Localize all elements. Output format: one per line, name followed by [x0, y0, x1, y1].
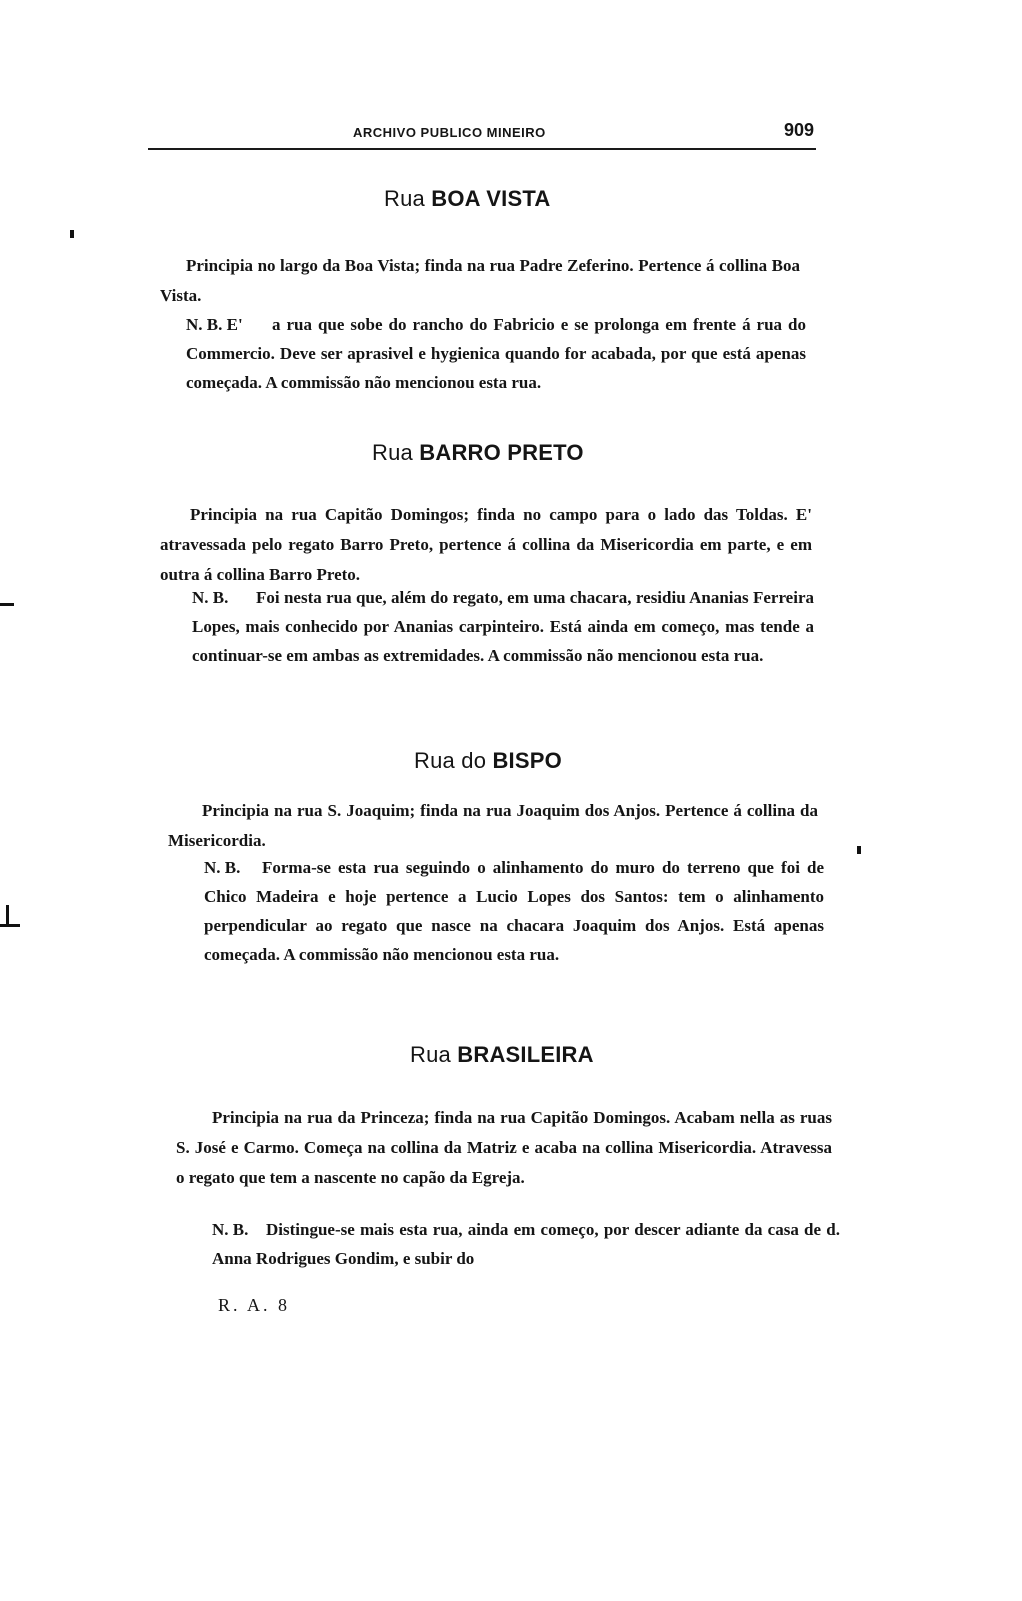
section-body-bispo: Principia na rua S. Joaquim; finda na rua Joaquim dos Anjos. Pertence á collina da Misericordia. [168, 801, 818, 850]
section-title-name: BOA VISTA [431, 186, 551, 211]
nb-note-barro-preto [192, 583, 814, 670]
section-title-name: BISPO [492, 748, 562, 773]
section-title-prefix: Rua [384, 186, 425, 211]
scan-speck [70, 230, 74, 238]
nb-note-boa-vista [186, 310, 806, 397]
margin-tick [0, 603, 14, 606]
nb-label: N. B. [192, 588, 229, 607]
header-title: ARCHIVO PUBLICO MINEIRO [353, 125, 546, 140]
nb-text: Distingue-se mais esta rua, ainda em começo, por descer adiante da casa de d. Anna Rodrigues Gondim, e subir do [212, 1220, 840, 1268]
section-title-prefix: Rua do [414, 748, 487, 773]
section-title-bispo [414, 748, 562, 774]
section-title-name: BRASILEIRA [457, 1042, 594, 1067]
section-title-prefix: Rua [410, 1042, 451, 1067]
nb-note-bispo [204, 853, 824, 969]
running-header [148, 118, 816, 150]
nb-text: a rua que sobe do rancho do Fabricio e se prolonga em frente á rua do Commercio. Deve ser aprasivel e hygienica quando for acabada, por que está apenas começada. A commissão não mencionou esta rua. [186, 315, 806, 392]
section-title-barro-preto [372, 440, 584, 466]
margin-tick [6, 905, 9, 927]
section-title-prefix: Rua [372, 440, 413, 465]
section-body-brasileira: Principia na rua da Princeza; finda na rua Capitão Domingos. Acabam nella as ruas S. José e Carmo. Começa na collina da Matriz e acaba na collina Misericordia. Atravessa o regato que tem a nascente no capão da Egreja. [176, 1108, 832, 1187]
signature-mark: R. A. 8 [218, 1295, 291, 1315]
nb-note-brasileira [212, 1215, 840, 1273]
section-body-barro-preto: Principia na rua Capitão Domingos; finda no campo para o lado das Toldas. E' atravessada pelo regato Barro Preto, pertence á collina da Misericordia em parte, e em outra á collina Barro Preto. [160, 505, 812, 584]
nb-label: N. B. [204, 858, 241, 877]
section-body-boa-vista: Principia no largo da Boa Vista; finda na rua Padre Zeferino. Pertence á collina Boa Vista. [160, 256, 800, 305]
scan-speck [857, 846, 861, 854]
nb-text: Forma-se esta rua seguindo o alinhamento do muro do terreno que foi de Chico Madeira e hoje pertence a Lucio Lopes dos Santos: tem o alinhamento perpendicular ao regato que nasce na chacara Joaquim dos Anjos. Está apenas começada. A commissão não mencionou esta rua. [204, 858, 824, 964]
nb-label: N. B. [212, 1220, 249, 1239]
section-title-brasileira [410, 1042, 594, 1068]
nb-text: Foi nesta rua que, além do regato, em uma chacara, residiu Ananias Ferreira Lopes, mais conhecido por Ananias carpinteiro. Está ainda em começo, mas tende a continuar-se em ambas as extremidades. A commissão não mencionou esta rua. [192, 588, 814, 665]
margin-tick [0, 924, 20, 927]
section-title-name: BARRO PRETO [419, 440, 584, 465]
page-number: 909 [783, 120, 814, 140]
nb-label: N. B. E' [186, 315, 243, 334]
section-title-boa-vista [384, 186, 550, 212]
